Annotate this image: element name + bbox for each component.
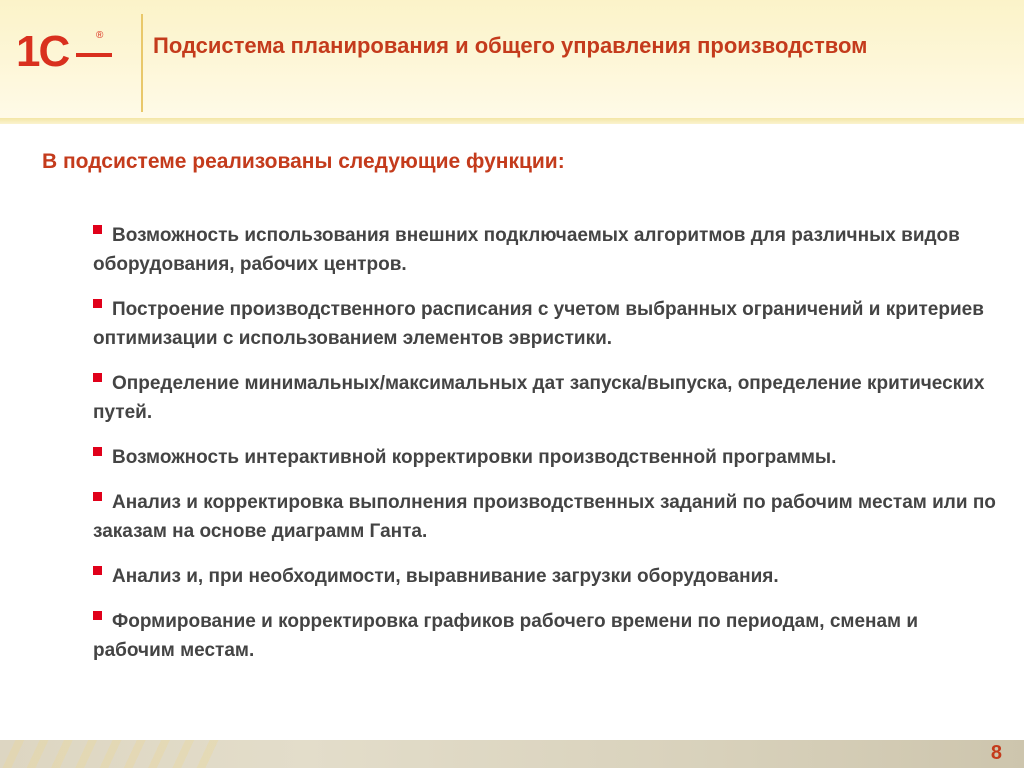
list-item: [93, 443, 1003, 472]
list-item-text: Построение производственного расписания с учетом выбранных ограничений и критериев оптимизации с использованием элементов эвристики.: [93, 299, 984, 349]
footer-decoration: [0, 740, 220, 768]
list-item: [93, 369, 1003, 427]
page-title: Подсистема планирования и общего управления производством: [153, 33, 868, 58]
square-bullet-icon: [93, 447, 102, 456]
list-item: [93, 607, 1003, 665]
list-item: [93, 221, 1003, 279]
list-item-text: Возможность использования внешних подключаемых алгоритмов для различных видов оборудования, рабочих центров.: [93, 225, 960, 275]
header-divider: [141, 14, 143, 112]
logo-stripe: [76, 53, 112, 57]
header-band: [0, 0, 1024, 124]
list-item-text: Возможность интерактивной корректировки производственной программы.: [112, 447, 837, 468]
square-bullet-icon: [93, 373, 102, 382]
1c-logo: [14, 26, 118, 72]
list-item-text: Анализ и, при необходимости, выравнивание загрузки оборудования.: [112, 566, 779, 587]
list-item: [93, 562, 1003, 591]
list-item: [93, 488, 1003, 546]
list-item-text: Анализ и корректировка выполнения производственных заданий по рабочим местам или по заказам на основе диаграмм Ганта.: [93, 492, 996, 542]
square-bullet-icon: [93, 566, 102, 575]
logo-registered-mark: ®: [96, 30, 104, 41]
list-item-text: Формирование и корректировка графиков рабочего времени по периодам, сменам и рабочим местам.: [93, 611, 919, 661]
page-number: 8: [990, 742, 1002, 764]
logo-text: 1С: [16, 27, 69, 72]
intro-heading: В подсистеме реализованы следующие функции:: [42, 150, 565, 173]
square-bullet-icon: [93, 299, 102, 308]
square-bullet-icon: [93, 225, 102, 234]
list-item: [93, 295, 1003, 353]
square-bullet-icon: [93, 492, 102, 501]
footer-band: [0, 740, 1024, 768]
square-bullet-icon: [93, 611, 102, 620]
list-item-text: Определение минимальных/максимальных дат запуска/выпуска, определение критических путей.: [93, 373, 985, 423]
function-list: [93, 221, 1003, 681]
